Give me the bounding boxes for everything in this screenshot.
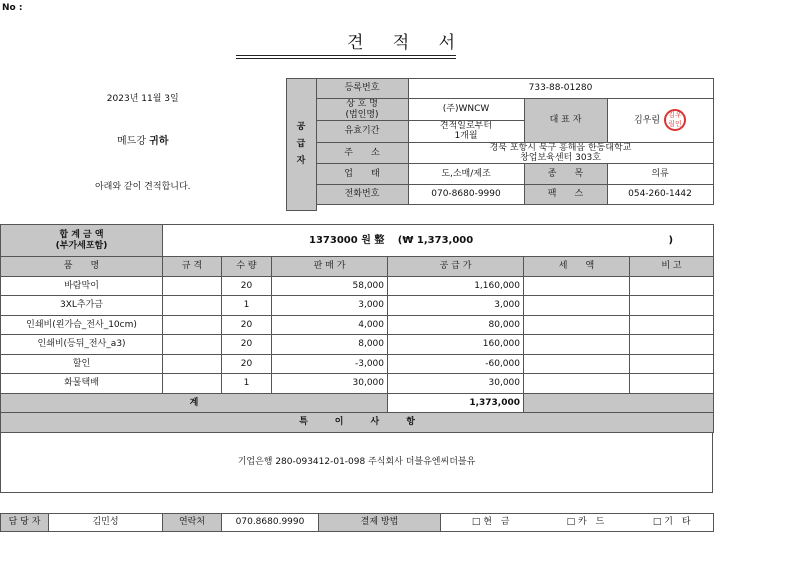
item-spec [163,374,222,394]
contact-label: 연락처 [163,514,222,532]
phone-value: 070-8680-9990 [408,184,524,204]
table-row [1,374,714,394]
item-tax [524,374,630,394]
item-name: 인쇄비(왼가슴_전사_10cm) [1,315,163,335]
item-note [630,374,714,394]
contact-value: 070.8680.9990 [222,514,319,532]
item-supply: -60,000 [388,354,524,374]
item-supply: 30,000 [388,374,524,394]
spacer [316,204,713,210]
item-label: 종 목 [524,164,607,184]
title-underline [236,55,456,56]
item-tax [524,315,630,335]
title-underline [236,58,456,59]
business-value: 도,소매/제조 [408,164,524,184]
estimate-header-table [0,78,714,211]
items-header-cell: 수 량 [222,257,272,277]
validity-label: 유효기간 [316,120,408,142]
item-qty: 1 [222,296,272,316]
ceo-label: 대 표 자 [524,99,607,142]
item-name: 할인 [1,354,163,374]
item-spec [163,335,222,355]
item-price: 58,000 [272,276,388,296]
sum-label: 계 [1,393,388,413]
company-label: 상 호 명 (법인명) [316,99,408,121]
items-header-cell: 품 명 [1,257,163,277]
item-note [630,276,714,296]
item-note [630,315,714,335]
item-qty: 20 [222,354,272,374]
reg-no-value: 733-88-01280 [408,79,713,99]
item-note [630,354,714,374]
item-supply: 160,000 [388,335,524,355]
item-price: 3,000 [272,296,388,316]
recipient-honorific: 귀하 [149,136,169,148]
table-row [1,296,714,316]
doc-number-label: No : [2,3,23,13]
recipient-name: 메드강 [117,136,146,148]
items-header-cell: 규 격 [163,257,222,277]
item-qty: 20 [222,276,272,296]
company-value: (주)WNCW [408,99,524,121]
item-qty: 20 [222,335,272,355]
fax-label: 팩 스 [524,184,607,204]
fax-value: 054-260-1442 [607,184,713,204]
item-tax [524,354,630,374]
reg-no-label: 등록번호 [316,79,408,99]
recipient-cell [0,120,286,163]
page-title: 견 적 서 [346,33,468,53]
phone-label: 전화번호 [316,184,408,204]
item-price: 8,000 [272,335,388,355]
item-supply: 3,000 [388,296,524,316]
address-value: 경북 포항시 북구 흥해읍 한동대학교 창업보육센터 303호 [408,142,713,164]
table-row [1,276,714,296]
seal-stamp: 김우 림인 [664,109,686,131]
item-name: 인쇄비(등뒤_전사_a3) [1,335,163,355]
item-tax [524,296,630,316]
items-header-cell: 판 매 가 [272,257,388,277]
item-supply: 1,160,000 [388,276,524,296]
payment-card-checkbox[interactable]: □ 카 드 [541,514,631,532]
manager-label: 담 당 자 [1,514,49,532]
items-header-cell: 세 액 [524,257,630,277]
items-header-cell: 비 고 [630,257,714,277]
total-label: 합 계 금 액 (부가세포함) [1,225,163,257]
total-amount-table [0,224,714,257]
item-spec [163,276,222,296]
special-label: 특 이 사 항 [1,413,714,433]
validity-value: 견적일로부터 1개월 [408,120,524,142]
item-name: 3XL추가금 [1,296,163,316]
item-spec [163,296,222,316]
estimate-date: 2023년 11월 3일 [106,94,179,105]
payment-other-checkbox[interactable]: □ 기 타 [631,514,714,532]
business-label: 업 태 [316,164,408,184]
item-qty: 1 [222,374,272,394]
item-spec [163,315,222,335]
special-notes-table [0,432,713,493]
table-row [1,354,714,374]
supplier-side-label: 공 급 자 [286,79,316,211]
total-close-paren: ) [629,225,714,257]
item-price: 30,000 [272,374,388,394]
items-header-cell: 공 급 가 [388,257,524,277]
item-price: 4,000 [272,315,388,335]
item-value: 의류 [607,164,713,184]
payment-label: 결제 방법 [319,514,441,532]
item-tax [524,335,630,355]
item-name: 바람막이 [1,276,163,296]
item-tax [524,276,630,296]
items-table [0,256,714,433]
item-note [630,296,714,316]
item-price: -3,000 [272,354,388,374]
sum-filler [524,393,714,413]
estimate-note: 아래와 같이 견적합니다. [94,181,191,192]
item-qty: 20 [222,315,272,335]
table-row [1,335,714,355]
manager-value: 김민성 [49,514,163,532]
ceo-cell [607,99,713,142]
ceo-value: 김우림 [633,115,661,126]
address-label: 주 소 [316,142,408,164]
item-supply: 80,000 [388,315,524,335]
item-spec [163,354,222,374]
total-amount: 1373000 원 整 (₩ 1,373,000 [163,225,629,257]
table-row [1,315,714,335]
footer-table [0,513,714,532]
payment-cash-checkbox[interactable]: □ 현 금 [441,514,541,532]
sum-value: 1,373,000 [388,393,524,413]
item-name: 화물택배 [1,374,163,394]
special-text: 기업은행 280-093412-01-098 주식회사 더블유엔씨더블유 [1,433,713,493]
item-note [630,335,714,355]
